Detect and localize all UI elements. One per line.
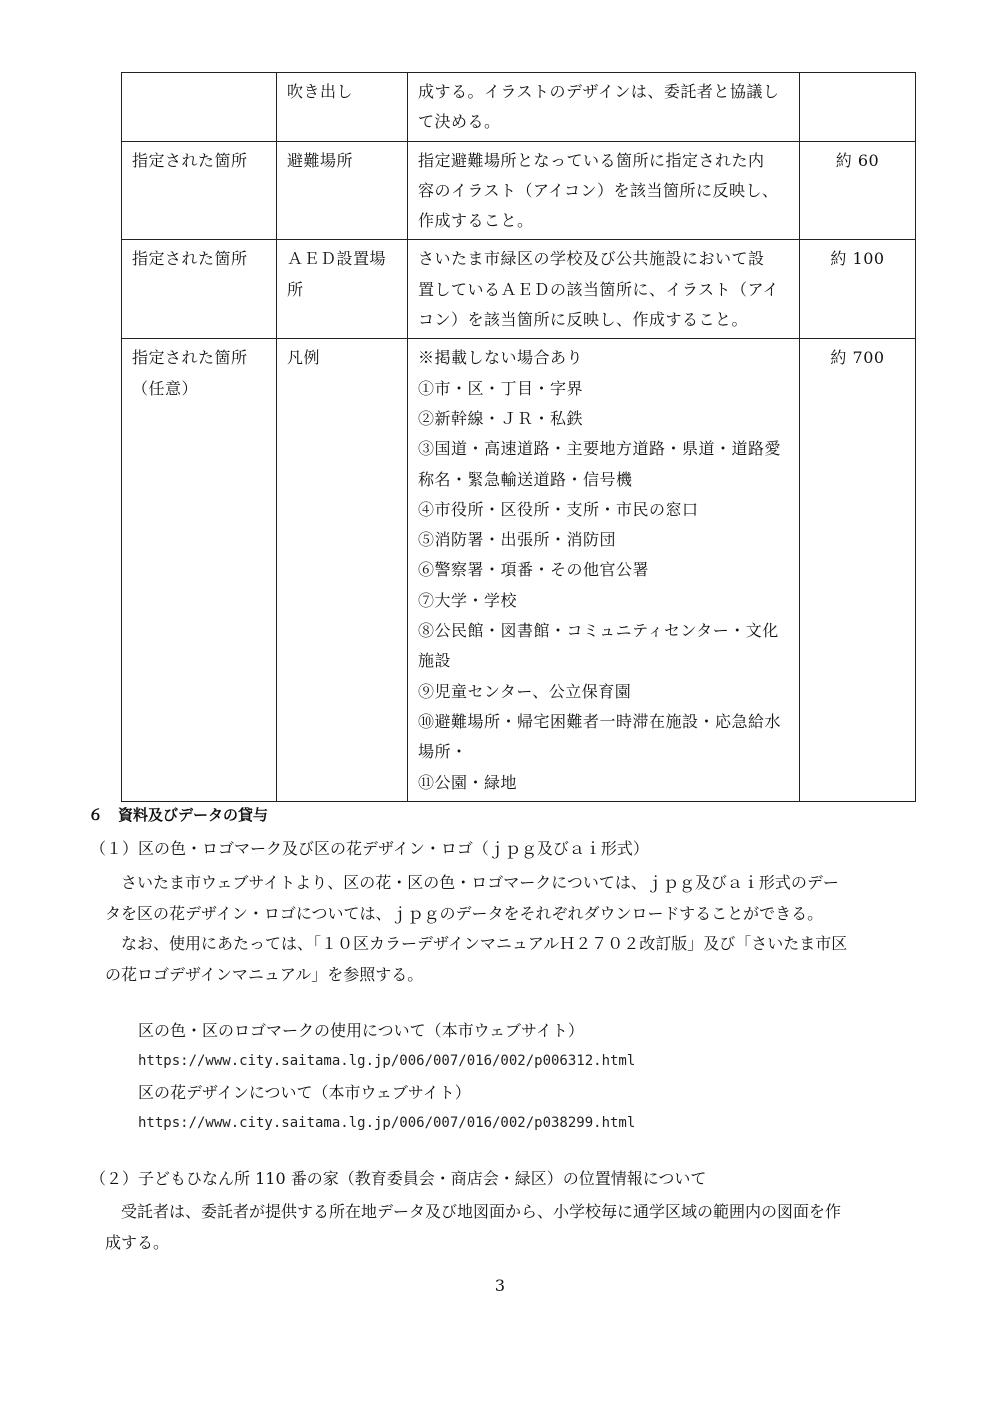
paragraph-line: さいたま市ウェブサイトより、区の花・区の色・ロゴマークについては、ｊｐｇ及びａｉ形式のデー (121, 873, 839, 892)
table-row (122, 73, 916, 142)
amount-cell: 約 60 (800, 141, 916, 240)
table-body (122, 73, 916, 802)
cell-line: さいたま市緑区の学校及び公共施設において設 (418, 249, 765, 269)
cell-line: ⑩避難場所・帰宅困難者一時滞在施設・応急給水 (418, 711, 782, 731)
subsection-1-paragraph-2 (105, 928, 917, 990)
link-1-label: 区の色・区のロゴマークの使用について（本市ウェブサイト） (138, 1021, 584, 1040)
table-row (122, 240, 916, 339)
content-cell (408, 240, 800, 339)
cell-line: ①市・区・丁目・字界 (418, 378, 584, 398)
subsection-2-title: （２）子どもひなん所 110 番の家（教育委員会・商店会・緑区）の位置情報について (90, 1169, 707, 1188)
cell-line: 指定された箇所 (132, 150, 248, 170)
specification-table (121, 72, 916, 802)
cell-line: ⑤消防署・出張所・消防団 (418, 530, 617, 550)
cell-line: 指定避難場所となっている箇所に指定された内 (418, 150, 765, 170)
amount-cell (800, 73, 916, 142)
cell-line: 成する。イラストのデザインは、委託者と協議し (418, 82, 780, 101)
amount-cell: 約 700 (800, 339, 916, 801)
link-1-url[interactable]: https://www.city.saitama.lg.jp/006/007/016/002/p006312.html (138, 1053, 636, 1069)
subsection-1-title: （１）区の色・ロゴマーク及び区の花デザイン・ロゴ（ｊｐｇ及びａｉ形式） (90, 839, 649, 858)
location-cell (122, 141, 277, 240)
location-cell (122, 240, 277, 339)
cell-line: 容のイラスト（アイコン）を該当箇所に反映し、 (418, 180, 779, 200)
paragraph-line: 成する。 (105, 1233, 170, 1252)
table-row (122, 141, 916, 240)
cell-line: 避難場所 (287, 150, 354, 170)
content-cell (408, 141, 800, 240)
amount-cell: 約 100 (800, 240, 916, 339)
paragraph-line: タを区の花デザイン・ロゴについては、ｊｐｇのデータをそれぞれダウンロードすることができる。 (105, 904, 824, 923)
paragraph-line: の花ロゴデザインマニュアル」を参照する。 (105, 965, 424, 984)
page-number: 3 (494, 1276, 506, 1295)
cell-line: ＡＥＤ設置場 (287, 249, 387, 269)
reference-links (138, 1015, 635, 1139)
content-cell (408, 73, 800, 142)
cell-line: ⑪公園・緑地 (418, 772, 518, 792)
content-cell (408, 339, 800, 801)
link-2-url[interactable]: https://www.city.saitama.lg.jp/006/007/016/002/p038299.html (138, 1115, 636, 1131)
cell-line: 称名・緊急輸送道路・信号機 (418, 469, 633, 489)
cell-line: ⑧公民館・図書館・コミュニティセンター・文化 (418, 621, 779, 641)
cell-line: 作成すること。 (418, 211, 534, 231)
subsection-2-paragraph (105, 1196, 917, 1258)
cell-line: ②新幹線・ＪＲ・私鉄 (418, 408, 584, 428)
location-cell (122, 73, 277, 142)
cell-line: 指定された箇所 (132, 249, 248, 269)
cell-line: ※掲載しない場合あり (418, 348, 584, 368)
section-heading: ６ 資料及びデータの貸与 (88, 806, 269, 824)
cell-line: 所 (287, 279, 304, 299)
cell-line: ⑦大学・学校 (418, 590, 518, 610)
cell-line: 施設 (418, 651, 452, 671)
cell-line: ③国道・高速道路・主要地方道路・県道・道路愛 (418, 439, 782, 459)
link-2-label: 区の花デザインについて（本市ウェブサイト） (138, 1083, 471, 1102)
cell-line: コン）を該当箇所に反映し、作成すること。 (418, 310, 749, 330)
cell-line: 置しているＡＥＤの該当箇所に、イラスト（アイ (418, 279, 780, 299)
item-cell (277, 73, 408, 142)
cell-line: て決める。 (418, 112, 501, 132)
item-cell (277, 339, 408, 801)
table-row (122, 339, 916, 801)
cell-line: 指定された箇所 (132, 348, 248, 368)
subsection-1-paragraph-1 (105, 867, 917, 929)
location-cell (122, 339, 277, 801)
cell-line: 凡例 (287, 348, 321, 368)
cell-line: 吹き出し (287, 82, 354, 101)
cell-line: ④市役所・区役所・支所・市民の窓口 (418, 499, 699, 519)
item-cell (277, 141, 408, 240)
cell-line: （任意） (132, 378, 199, 398)
cell-line: ⑨児童センター、公立保育園 (418, 681, 632, 701)
cell-line: 場所・ (418, 742, 468, 762)
paragraph-line: なお、使用にあたっては、「１０区カラーデザインマニュアルＨ２７０２改訂版」及び「さいたま市区 (121, 934, 848, 953)
item-cell (277, 240, 408, 339)
cell-line: ⑥警察署・項番・その他官公署 (418, 560, 650, 580)
paragraph-line: 受託者は、委託者が提供する所在地データ及び地図面から、小学校毎に通学区域の範囲内の図面を作 (121, 1202, 842, 1221)
